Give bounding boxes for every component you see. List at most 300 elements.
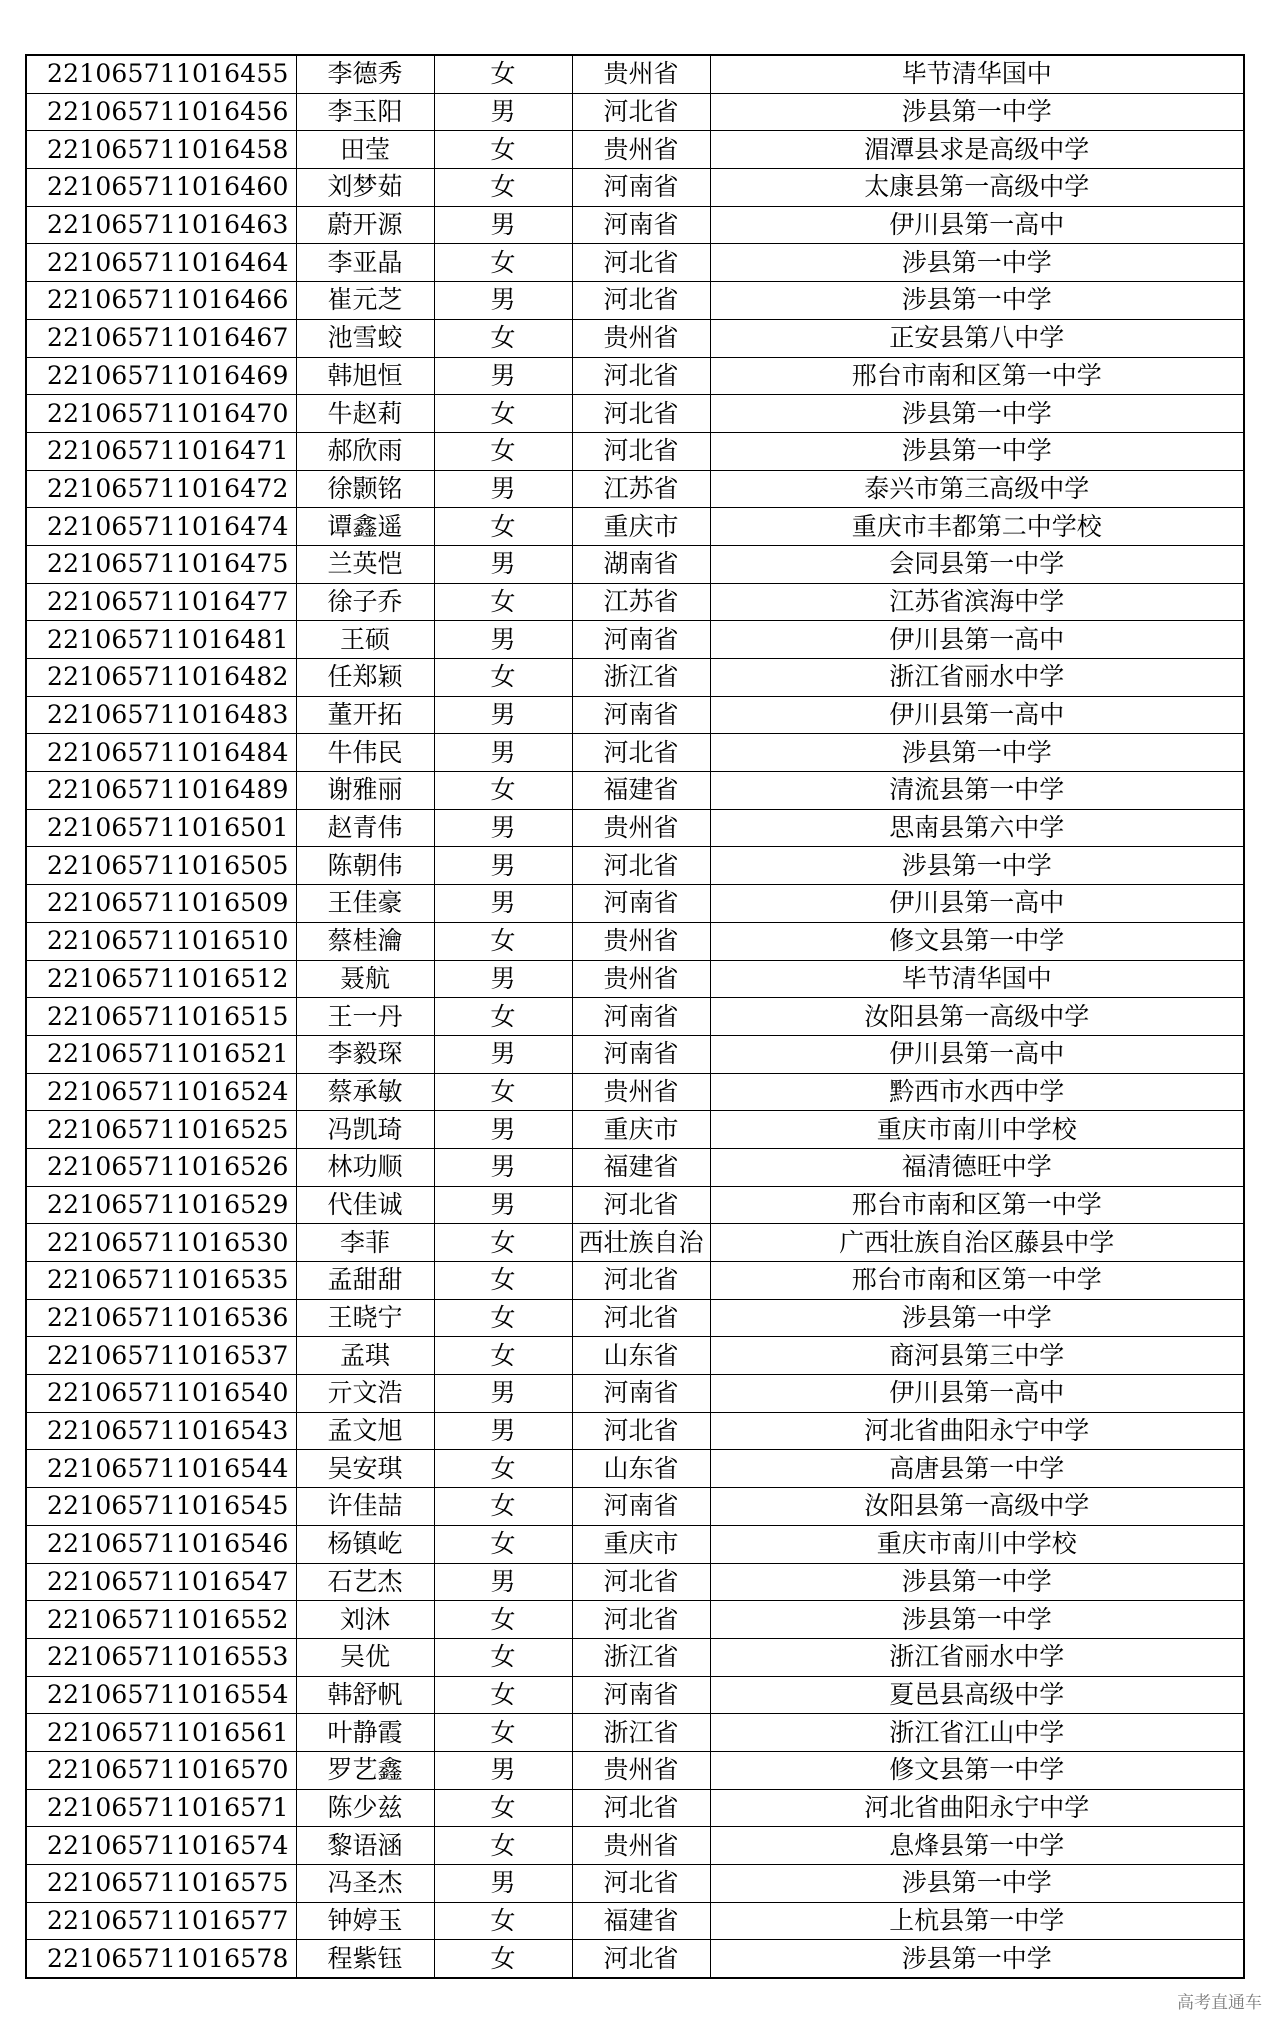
table-row	[26, 772, 1244, 810]
gender-cell: 女	[434, 1262, 572, 1300]
student-id-cell: 221065711016529	[26, 1186, 296, 1224]
table-row	[26, 1563, 1244, 1601]
province-cell: 福建省	[572, 772, 710, 810]
name-cell: 田莹	[296, 131, 434, 169]
school-cell: 伊川县第一高中	[710, 621, 1244, 659]
school-cell: 福清德旺中学	[710, 1148, 1244, 1186]
name-cell: 董开拓	[296, 696, 434, 734]
school-cell: 邢台市南和区第一中学	[710, 1262, 1244, 1300]
student-id-cell: 221065711016463	[26, 206, 296, 244]
province-cell: 河北省	[572, 1412, 710, 1450]
gender-cell: 男	[434, 1865, 572, 1903]
gender-cell: 女	[434, 432, 572, 470]
name-cell: 王晓宁	[296, 1299, 434, 1337]
name-cell: 蔡承敏	[296, 1073, 434, 1111]
table-row	[26, 395, 1244, 433]
table-row	[26, 922, 1244, 960]
province-cell: 河南省	[572, 621, 710, 659]
province-cell: 河北省	[572, 432, 710, 470]
name-cell: 罗艺鑫	[296, 1751, 434, 1789]
table-row	[26, 1488, 1244, 1526]
province-cell: 江苏省	[572, 470, 710, 508]
gender-cell: 女	[434, 1525, 572, 1563]
student-id-cell: 221065711016510	[26, 922, 296, 960]
name-cell: 徐颢铭	[296, 470, 434, 508]
school-cell: 泰兴市第三高级中学	[710, 470, 1244, 508]
gender-cell: 男	[434, 1375, 572, 1413]
school-cell: 涉县第一中学	[710, 93, 1244, 131]
school-cell: 浙江省丽水中学	[710, 659, 1244, 697]
table-row	[26, 583, 1244, 621]
gender-cell: 女	[434, 1676, 572, 1714]
table-row	[26, 1827, 1244, 1865]
school-cell: 广西壮族自治区藤县中学	[710, 1224, 1244, 1262]
table-row	[26, 734, 1244, 772]
table-row	[26, 545, 1244, 583]
student-id-cell: 221065711016483	[26, 696, 296, 734]
province-cell: 福建省	[572, 1902, 710, 1940]
school-cell: 毕节清华国中	[710, 55, 1244, 93]
province-cell: 西壮族自治	[572, 1224, 710, 1262]
name-cell: 蔡桂瀹	[296, 922, 434, 960]
student-id-cell: 221065711016460	[26, 169, 296, 207]
name-cell: 李亚晶	[296, 244, 434, 282]
school-cell: 修文县第一中学	[710, 922, 1244, 960]
gender-cell: 男	[434, 1035, 572, 1073]
gender-cell: 男	[434, 545, 572, 583]
school-cell: 修文县第一中学	[710, 1751, 1244, 1789]
school-cell: 重庆市丰都第二中学校	[710, 508, 1244, 546]
school-cell: 太康县第一高级中学	[710, 169, 1244, 207]
table-row	[26, 1412, 1244, 1450]
table-row	[26, 1902, 1244, 1940]
table-row	[26, 885, 1244, 923]
school-cell: 高唐县第一中学	[710, 1450, 1244, 1488]
student-id-cell: 221065711016509	[26, 885, 296, 923]
gender-cell: 男	[434, 1111, 572, 1149]
name-cell: 李毅琛	[296, 1035, 434, 1073]
province-cell: 河北省	[572, 1601, 710, 1639]
gender-cell: 女	[434, 1488, 572, 1526]
student-id-cell: 221065711016512	[26, 960, 296, 998]
province-cell: 贵州省	[572, 960, 710, 998]
name-cell: 亓文浩	[296, 1375, 434, 1413]
table-row	[26, 1186, 1244, 1224]
province-cell: 贵州省	[572, 1827, 710, 1865]
school-cell: 伊川县第一高中	[710, 206, 1244, 244]
gender-cell: 女	[434, 395, 572, 433]
name-cell: 陈朝伟	[296, 847, 434, 885]
table-row	[26, 659, 1244, 697]
name-cell: 谢雅丽	[296, 772, 434, 810]
name-cell: 谭鑫遥	[296, 508, 434, 546]
table-row	[26, 1676, 1244, 1714]
gender-cell: 男	[434, 734, 572, 772]
school-cell: 息烽县第一中学	[710, 1827, 1244, 1865]
student-id-cell: 221065711016471	[26, 432, 296, 470]
name-cell: 孟文旭	[296, 1412, 434, 1450]
name-cell: 吴优	[296, 1638, 434, 1676]
student-id-cell: 221065711016477	[26, 583, 296, 621]
name-cell: 王佳豪	[296, 885, 434, 923]
name-cell: 池雪蛟	[296, 319, 434, 357]
school-cell: 汝阳县第一高级中学	[710, 1488, 1244, 1526]
province-cell: 河北省	[572, 1186, 710, 1224]
table-row	[26, 1865, 1244, 1903]
school-cell: 涉县第一中学	[710, 1563, 1244, 1601]
name-cell: 黎语涵	[296, 1827, 434, 1865]
student-id-cell: 221065711016544	[26, 1450, 296, 1488]
table-row	[26, 809, 1244, 847]
gender-cell: 男	[434, 1148, 572, 1186]
school-cell: 夏邑县高级中学	[710, 1676, 1244, 1714]
school-cell: 思南县第六中学	[710, 809, 1244, 847]
student-id-cell: 221065711016526	[26, 1148, 296, 1186]
student-id-cell: 221065711016505	[26, 847, 296, 885]
table-row	[26, 282, 1244, 320]
student-id-cell: 221065711016456	[26, 93, 296, 131]
table-row	[26, 1073, 1244, 1111]
province-cell: 贵州省	[572, 319, 710, 357]
province-cell: 贵州省	[572, 922, 710, 960]
province-cell: 重庆市	[572, 1525, 710, 1563]
gender-cell: 女	[434, 1224, 572, 1262]
school-cell: 江苏省滨海中学	[710, 583, 1244, 621]
province-cell: 重庆市	[572, 508, 710, 546]
table-row	[26, 696, 1244, 734]
gender-cell: 女	[434, 1299, 572, 1337]
name-cell: 聂航	[296, 960, 434, 998]
student-id-cell: 221065711016577	[26, 1902, 296, 1940]
table-row	[26, 1224, 1244, 1262]
gender-cell: 男	[434, 847, 572, 885]
province-cell: 江苏省	[572, 583, 710, 621]
gender-cell: 女	[434, 1789, 572, 1827]
student-id-cell: 221065711016546	[26, 1525, 296, 1563]
name-cell: 王一丹	[296, 998, 434, 1036]
school-cell: 涉县第一中学	[710, 282, 1244, 320]
school-cell: 重庆市南川中学校	[710, 1111, 1244, 1149]
table-row	[26, 319, 1244, 357]
school-cell: 河北省曲阳永宁中学	[710, 1412, 1244, 1450]
student-id-cell: 221065711016536	[26, 1299, 296, 1337]
school-cell: 涉县第一中学	[710, 244, 1244, 282]
gender-cell: 女	[434, 1827, 572, 1865]
student-id-cell: 221065711016469	[26, 357, 296, 395]
watermark-text: 高考直通车	[1177, 1993, 1262, 2013]
gender-cell: 女	[434, 1940, 572, 1978]
name-cell: 赵青伟	[296, 809, 434, 847]
admission-list-table	[25, 54, 1245, 1979]
name-cell: 代佳诚	[296, 1186, 434, 1224]
school-cell: 会同县第一中学	[710, 545, 1244, 583]
name-cell: 孟琪	[296, 1337, 434, 1375]
school-cell: 涉县第一中学	[710, 432, 1244, 470]
school-cell: 涉县第一中学	[710, 1865, 1244, 1903]
province-cell: 河北省	[572, 93, 710, 131]
gender-cell: 男	[434, 1563, 572, 1601]
gender-cell: 男	[434, 1412, 572, 1450]
name-cell: 刘梦茹	[296, 169, 434, 207]
table-row	[26, 1148, 1244, 1186]
province-cell: 河北省	[572, 847, 710, 885]
gender-cell: 男	[434, 470, 572, 508]
school-cell: 清流县第一中学	[710, 772, 1244, 810]
gender-cell: 男	[434, 1186, 572, 1224]
table-row	[26, 1638, 1244, 1676]
student-id-cell: 221065711016464	[26, 244, 296, 282]
school-cell: 上杭县第一中学	[710, 1902, 1244, 1940]
student-id-cell: 221065711016535	[26, 1262, 296, 1300]
gender-cell: 男	[434, 621, 572, 659]
student-id-cell: 221065711016547	[26, 1563, 296, 1601]
province-cell: 贵州省	[572, 55, 710, 93]
student-id-cell: 221065711016521	[26, 1035, 296, 1073]
gender-cell: 男	[434, 93, 572, 131]
name-cell: 杨镇屹	[296, 1525, 434, 1563]
table-row	[26, 93, 1244, 131]
table-row	[26, 1450, 1244, 1488]
student-id-cell: 221065711016455	[26, 55, 296, 93]
province-cell: 河北省	[572, 282, 710, 320]
name-cell: 崔元芝	[296, 282, 434, 320]
student-id-cell: 221065711016543	[26, 1412, 296, 1450]
table-row	[26, 1375, 1244, 1413]
school-cell: 伊川县第一高中	[710, 1035, 1244, 1073]
student-id-cell: 221065711016472	[26, 470, 296, 508]
gender-cell: 女	[434, 508, 572, 546]
student-id-cell: 221065711016458	[26, 131, 296, 169]
student-id-cell: 221065711016578	[26, 1940, 296, 1978]
student-id-cell: 221065711016561	[26, 1714, 296, 1752]
school-cell: 黔西市水西中学	[710, 1073, 1244, 1111]
name-cell: 徐子乔	[296, 583, 434, 621]
table-row	[26, 1525, 1244, 1563]
name-cell: 林功顺	[296, 1148, 434, 1186]
table-row	[26, 1714, 1244, 1752]
school-cell: 邢台市南和区第一中学	[710, 1186, 1244, 1224]
name-cell: 牛伟民	[296, 734, 434, 772]
name-cell: 冯圣杰	[296, 1865, 434, 1903]
student-id-cell: 221065711016524	[26, 1073, 296, 1111]
name-cell: 刘沐	[296, 1601, 434, 1639]
school-cell: 河北省曲阳永宁中学	[710, 1789, 1244, 1827]
school-cell: 伊川县第一高中	[710, 1375, 1244, 1413]
province-cell: 浙江省	[572, 659, 710, 697]
student-id-cell: 221065711016481	[26, 621, 296, 659]
student-id-cell: 221065711016537	[26, 1337, 296, 1375]
name-cell: 李菲	[296, 1224, 434, 1262]
student-id-cell: 221065711016474	[26, 508, 296, 546]
student-id-cell: 221065711016466	[26, 282, 296, 320]
student-id-cell: 221065711016570	[26, 1751, 296, 1789]
province-cell: 河南省	[572, 998, 710, 1036]
student-id-cell: 221065711016554	[26, 1676, 296, 1714]
student-id-cell: 221065711016470	[26, 395, 296, 433]
gender-cell: 女	[434, 583, 572, 621]
gender-cell: 男	[434, 696, 572, 734]
school-cell: 涉县第一中学	[710, 1940, 1244, 1978]
province-cell: 河北省	[572, 1940, 710, 1978]
student-id-cell: 221065711016530	[26, 1224, 296, 1262]
name-cell: 石艺杰	[296, 1563, 434, 1601]
gender-cell: 男	[434, 809, 572, 847]
province-cell: 河南省	[572, 1676, 710, 1714]
student-id-cell: 221065711016540	[26, 1375, 296, 1413]
table-row	[26, 1940, 1244, 1978]
gender-cell: 男	[434, 206, 572, 244]
province-cell: 浙江省	[572, 1714, 710, 1752]
province-cell: 河北省	[572, 244, 710, 282]
gender-cell: 女	[434, 244, 572, 282]
province-cell: 河北省	[572, 1299, 710, 1337]
name-cell: 郝欣雨	[296, 432, 434, 470]
gender-cell: 女	[434, 55, 572, 93]
province-cell: 河南省	[572, 206, 710, 244]
student-id-cell: 221065711016553	[26, 1638, 296, 1676]
province-cell: 河南省	[572, 1375, 710, 1413]
school-cell: 伊川县第一高中	[710, 885, 1244, 923]
name-cell: 任郑颖	[296, 659, 434, 697]
province-cell: 贵州省	[572, 1751, 710, 1789]
student-id-cell: 221065711016482	[26, 659, 296, 697]
gender-cell: 女	[434, 772, 572, 810]
school-cell: 涉县第一中学	[710, 847, 1244, 885]
province-cell: 河北省	[572, 1789, 710, 1827]
gender-cell: 女	[434, 998, 572, 1036]
province-cell: 河北省	[572, 734, 710, 772]
gender-cell: 女	[434, 1450, 572, 1488]
table-row	[26, 847, 1244, 885]
gender-cell: 女	[434, 659, 572, 697]
school-cell: 涉县第一中学	[710, 734, 1244, 772]
name-cell: 叶静霞	[296, 1714, 434, 1752]
student-id-cell: 221065711016552	[26, 1601, 296, 1639]
table-row	[26, 206, 1244, 244]
table-row	[26, 960, 1244, 998]
name-cell: 王硕	[296, 621, 434, 659]
gender-cell: 男	[434, 885, 572, 923]
school-cell: 涉县第一中学	[710, 1299, 1244, 1337]
school-cell: 涉县第一中学	[710, 395, 1244, 433]
province-cell: 河南省	[572, 1035, 710, 1073]
gender-cell: 女	[434, 1073, 572, 1111]
name-cell: 牛赵莉	[296, 395, 434, 433]
gender-cell: 女	[434, 131, 572, 169]
student-id-cell: 221065711016467	[26, 319, 296, 357]
school-cell: 浙江省江山中学	[710, 1714, 1244, 1752]
gender-cell: 女	[434, 922, 572, 960]
province-cell: 山东省	[572, 1450, 710, 1488]
province-cell: 河北省	[572, 395, 710, 433]
table-row	[26, 1601, 1244, 1639]
table-row	[26, 244, 1244, 282]
school-cell: 涉县第一中学	[710, 1601, 1244, 1639]
school-cell: 浙江省丽水中学	[710, 1638, 1244, 1676]
gender-cell: 女	[434, 1638, 572, 1676]
table-row	[26, 169, 1244, 207]
name-cell: 许佳喆	[296, 1488, 434, 1526]
student-id-cell: 221065711016475	[26, 545, 296, 583]
school-cell: 商河县第三中学	[710, 1337, 1244, 1375]
table-row	[26, 357, 1244, 395]
student-id-cell: 221065711016484	[26, 734, 296, 772]
province-cell: 浙江省	[572, 1638, 710, 1676]
school-cell: 正安县第八中学	[710, 319, 1244, 357]
gender-cell: 女	[434, 169, 572, 207]
table-row	[26, 508, 1244, 546]
name-cell: 韩舒帆	[296, 1676, 434, 1714]
table-row	[26, 432, 1244, 470]
province-cell: 贵州省	[572, 809, 710, 847]
admission-list-body	[26, 55, 1244, 1978]
province-cell: 河南省	[572, 169, 710, 207]
school-cell: 邢台市南和区第一中学	[710, 357, 1244, 395]
table-row	[26, 131, 1244, 169]
name-cell: 李德秀	[296, 55, 434, 93]
school-cell: 重庆市南川中学校	[710, 1525, 1244, 1563]
school-cell: 湄潭县求是高级中学	[710, 131, 1244, 169]
table-row	[26, 1035, 1244, 1073]
province-cell: 河南省	[572, 1488, 710, 1526]
gender-cell: 女	[434, 1714, 572, 1752]
table-row	[26, 55, 1244, 93]
table-row	[26, 470, 1244, 508]
province-cell: 福建省	[572, 1148, 710, 1186]
province-cell: 贵州省	[572, 1073, 710, 1111]
table-row	[26, 1111, 1244, 1149]
gender-cell: 女	[434, 1902, 572, 1940]
table-row	[26, 1262, 1244, 1300]
student-id-cell: 221065711016501	[26, 809, 296, 847]
name-cell: 韩旭恒	[296, 357, 434, 395]
name-cell: 冯凯琦	[296, 1111, 434, 1149]
school-cell: 毕节清华国中	[710, 960, 1244, 998]
name-cell: 兰英恺	[296, 545, 434, 583]
province-cell: 湖南省	[572, 545, 710, 583]
student-id-cell: 221065711016489	[26, 772, 296, 810]
name-cell: 李玉阳	[296, 93, 434, 131]
student-id-cell: 221065711016515	[26, 998, 296, 1036]
gender-cell: 女	[434, 319, 572, 357]
table-row	[26, 998, 1244, 1036]
name-cell: 吴安琪	[296, 1450, 434, 1488]
province-cell: 河北省	[572, 1865, 710, 1903]
province-cell: 河北省	[572, 357, 710, 395]
gender-cell: 男	[434, 282, 572, 320]
student-id-cell: 221065711016575	[26, 1865, 296, 1903]
province-cell: 河北省	[572, 1563, 710, 1601]
table-row	[26, 621, 1244, 659]
name-cell: 陈少兹	[296, 1789, 434, 1827]
student-id-cell: 221065711016545	[26, 1488, 296, 1526]
table-row	[26, 1789, 1244, 1827]
province-cell: 河南省	[572, 885, 710, 923]
province-cell: 山东省	[572, 1337, 710, 1375]
school-cell: 汝阳县第一高级中学	[710, 998, 1244, 1036]
school-cell: 伊川县第一高中	[710, 696, 1244, 734]
name-cell: 钟婷玉	[296, 1902, 434, 1940]
table-row	[26, 1337, 1244, 1375]
table-row	[26, 1751, 1244, 1789]
province-cell: 河南省	[572, 696, 710, 734]
table-row	[26, 1299, 1244, 1337]
gender-cell: 女	[434, 1601, 572, 1639]
name-cell: 蔚开源	[296, 206, 434, 244]
province-cell: 河北省	[572, 1262, 710, 1300]
student-id-cell: 221065711016525	[26, 1111, 296, 1149]
gender-cell: 男	[434, 357, 572, 395]
